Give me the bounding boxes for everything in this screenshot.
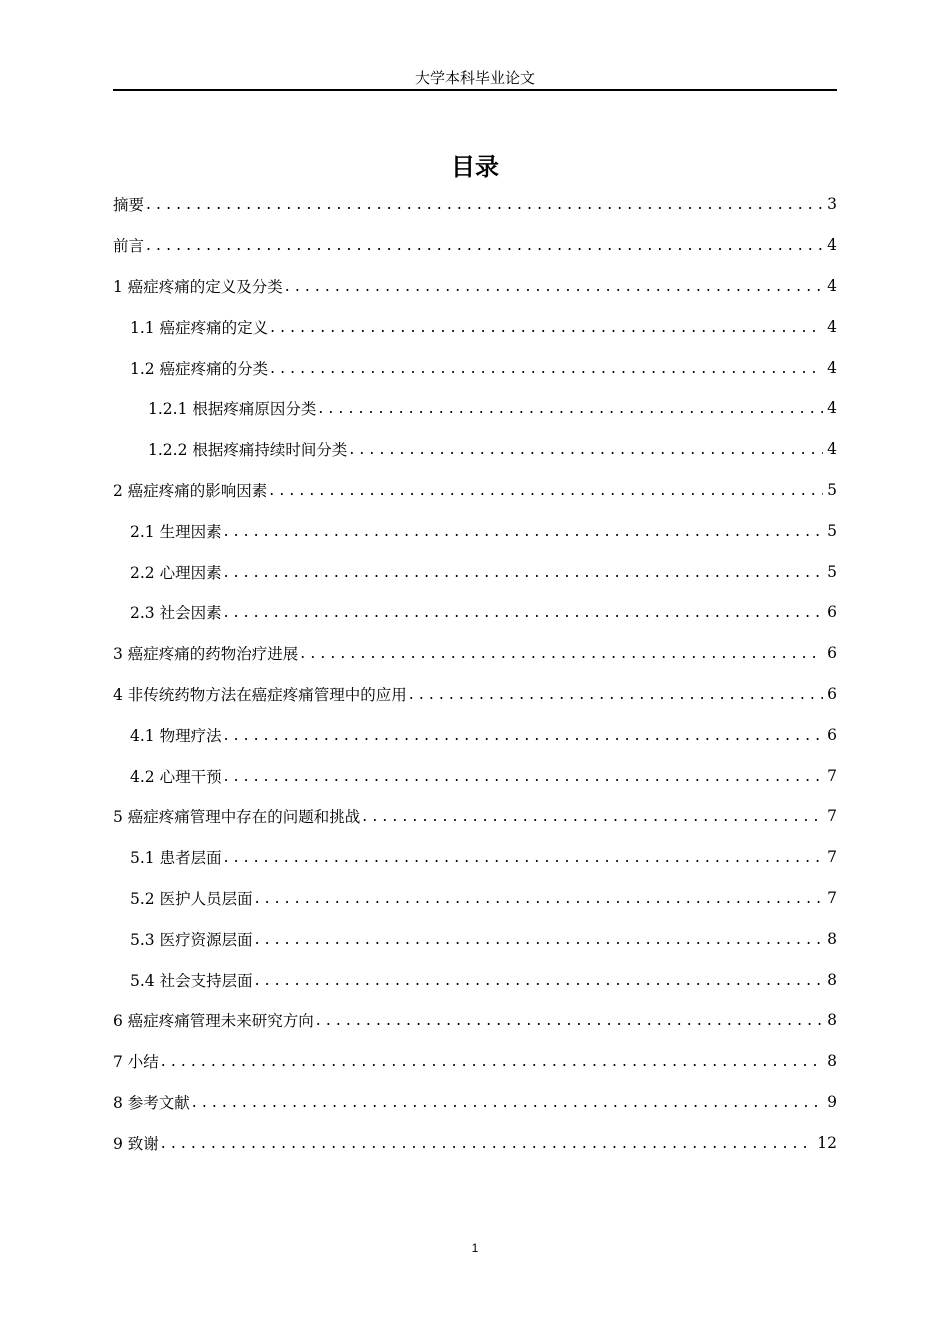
- toc-entry[interactable]: [113, 184, 837, 225]
- toc-entry[interactable]: [113, 1082, 837, 1123]
- toc-entry-page: 9: [827, 1092, 837, 1111]
- toc-entry-label: 2.1 生理因素: [130, 522, 222, 541]
- dot-leader: [362, 807, 823, 825]
- dot-leader: [224, 603, 824, 621]
- toc-entry-label: 前言: [113, 237, 145, 256]
- toc-entry[interactable]: [113, 755, 837, 796]
- toc-entry[interactable]: [113, 959, 837, 1000]
- dot-leader: [146, 195, 823, 213]
- toc-entry-page: 5: [827, 562, 837, 581]
- toc-entry-page: 8: [827, 929, 837, 948]
- toc-entry[interactable]: [113, 347, 837, 388]
- toc-entry-label: 5.3 医疗资源层面: [130, 930, 253, 949]
- toc-entry-label: 7 小结: [113, 1053, 159, 1072]
- toc-entry-label: 5.2 医护人员层面: [130, 889, 253, 908]
- toc-entry-label: 1.2 癌症疼痛的分类: [130, 359, 269, 378]
- dot-leader: [349, 440, 823, 458]
- toc-title: 目录: [451, 153, 499, 181]
- toc-entry-page: 4: [827, 358, 837, 377]
- toc-entry-page: 6: [827, 644, 837, 663]
- toc-entry-label: 4.1 物理疗法: [130, 726, 222, 745]
- toc-entry[interactable]: [113, 918, 837, 959]
- toc-entry-label: 1 癌症疼痛的定义及分类: [113, 277, 283, 296]
- toc-entry[interactable]: [113, 878, 837, 919]
- toc-entry-label: 4 非传统药物方法在癌症疼痛管理中的应用: [113, 685, 407, 704]
- toc-entry[interactable]: [113, 266, 837, 307]
- dot-leader: [318, 399, 823, 417]
- toc-entry-page: 7: [827, 766, 837, 785]
- toc-entry-label: 9 致谢: [113, 1134, 159, 1153]
- toc-entry-page: 5: [827, 480, 837, 499]
- toc-entry-page: 5: [827, 521, 837, 540]
- toc-entry-label: 1.1 癌症疼痛的定义: [130, 318, 269, 337]
- toc-entry-page: 4: [827, 317, 837, 336]
- toc-entry-page: 8: [827, 1052, 837, 1071]
- toc-list: [113, 184, 837, 1163]
- toc-entry[interactable]: [113, 225, 837, 266]
- toc-entry-page: 8: [827, 970, 837, 989]
- toc-entry[interactable]: [113, 1041, 837, 1082]
- page-header: 大学本科毕业论文: [414, 69, 535, 87]
- toc-entry-page: 12: [817, 1133, 837, 1152]
- toc-entry-page: 6: [827, 603, 837, 622]
- dot-leader: [409, 685, 823, 703]
- dot-leader: [269, 481, 823, 499]
- toc-entry[interactable]: [113, 837, 837, 878]
- dot-leader: [270, 318, 823, 336]
- toc-entry-label: 5 癌症疼痛管理中存在的问题和挑战: [113, 808, 361, 827]
- toc-entry-page: 3: [827, 195, 837, 214]
- page-number: 1: [471, 1241, 479, 1255]
- dot-leader: [146, 236, 823, 254]
- toc-entry[interactable]: [113, 388, 837, 429]
- toc-entry-page: 4: [827, 399, 837, 418]
- toc-entry[interactable]: [113, 592, 837, 633]
- toc-entry[interactable]: [113, 306, 837, 347]
- toc-entry-label: 2.2 心理因素: [130, 563, 222, 582]
- dot-leader: [192, 1093, 823, 1111]
- toc-entry-page: 4: [827, 236, 837, 255]
- toc-entry-page: 7: [827, 888, 837, 907]
- dot-leader: [255, 971, 824, 989]
- toc-entry-page: 8: [827, 1011, 837, 1030]
- dot-leader: [255, 889, 824, 907]
- toc-entry-page: 7: [827, 807, 837, 826]
- dot-leader: [255, 930, 824, 948]
- dot-leader: [285, 277, 823, 295]
- toc-entry[interactable]: [113, 429, 837, 470]
- toc-entry-page: 4: [827, 440, 837, 459]
- toc-entry[interactable]: [113, 633, 837, 674]
- header-divider: [113, 89, 837, 91]
- toc-entry-page: 7: [827, 848, 837, 867]
- dot-leader: [270, 359, 823, 377]
- dot-leader: [224, 563, 824, 581]
- toc-entry-page: 6: [827, 725, 837, 744]
- toc-entry-label: 5.1 患者层面: [130, 849, 222, 868]
- toc-entry[interactable]: [113, 796, 837, 837]
- toc-entry-label: 2 癌症疼痛的影响因素: [113, 481, 268, 500]
- dot-leader: [224, 726, 824, 744]
- toc-entry[interactable]: [113, 714, 837, 755]
- toc-entry-page: 6: [827, 684, 837, 703]
- dot-leader: [300, 644, 823, 662]
- toc-entry[interactable]: [113, 510, 837, 551]
- toc-entry-label: 摘要: [113, 196, 145, 215]
- dot-leader: [161, 1134, 813, 1152]
- toc-entry-label: 4.2 心理干预: [130, 767, 222, 786]
- toc-entry-label: 1.2.1 根据疼痛原因分类: [148, 400, 317, 419]
- dot-leader: [224, 522, 824, 540]
- toc-entry-label: 1.2.2 根据疼痛持续时间分类: [148, 441, 348, 460]
- toc-entry[interactable]: [113, 1000, 837, 1041]
- toc-entry[interactable]: [113, 674, 837, 715]
- toc-entry[interactable]: [113, 470, 837, 511]
- dot-leader: [224, 848, 824, 866]
- toc-entry-label: 5.4 社会支持层面: [130, 971, 253, 990]
- dot-leader: [224, 767, 824, 785]
- toc-entry-label: 6 癌症疼痛管理未来研究方向: [113, 1012, 314, 1031]
- toc-entry-page: 4: [827, 276, 837, 295]
- toc-entry-label: 8 参考文献: [113, 1093, 190, 1112]
- dot-leader: [161, 1052, 823, 1070]
- toc-entry-label: 2.3 社会因素: [130, 604, 222, 623]
- toc-entry[interactable]: [113, 1122, 837, 1163]
- dot-leader: [316, 1011, 823, 1029]
- toc-entry-label: 3 癌症疼痛的药物治疗进展: [113, 645, 299, 664]
- toc-entry[interactable]: [113, 551, 837, 592]
